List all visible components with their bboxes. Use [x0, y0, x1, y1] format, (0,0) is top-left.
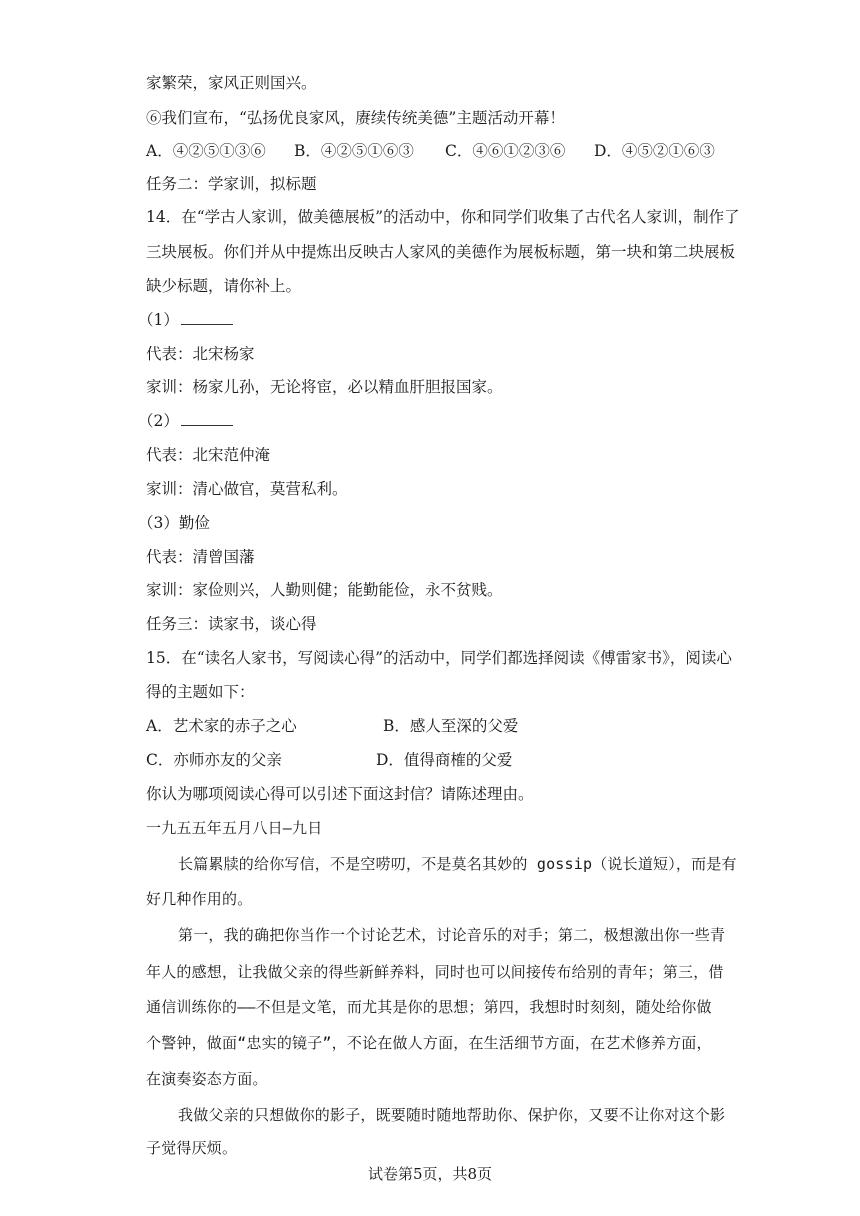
- text-line: 缺少标题，请你补上。: [146, 277, 302, 295]
- text-line: 家繁荣，家风正则国兴。: [146, 74, 317, 92]
- text-line: 代表：清曾国藩: [146, 548, 255, 566]
- letter-line: 好几种作用的。: [146, 890, 253, 908]
- option-b: B．④②⑤①⑥③: [294, 142, 414, 160]
- text-line: ⑥我们宣布，“弘扬优良家风，赓续传统美德”主题活动开幕！: [146, 109, 565, 127]
- letter-line: 在演奏姿态方面。: [146, 1070, 268, 1088]
- page-footer: 试卷第5页，共8页: [367, 1165, 493, 1183]
- answer-blank[interactable]: [181, 310, 233, 325]
- option-c: C．亦师亦友的父亲: [146, 751, 282, 769]
- option-c: C．④⑥①②③⑥: [445, 142, 566, 160]
- answer-blank[interactable]: [181, 411, 233, 426]
- letter-date: 一九五五年五月八日—九日: [146, 819, 323, 837]
- text-line: 代表：北宋范仲淹: [146, 446, 271, 464]
- text-line: 代表：北宋杨家: [146, 345, 255, 363]
- task-heading: 任务三：读家书，谈心得: [146, 615, 317, 633]
- letter-line: 年人的感想，让我做父亲的得些新鲜养料，同时也可以间接传布给别的青年；第三，借: [146, 963, 724, 981]
- letter-line: 子觉得厌烦。: [146, 1139, 238, 1157]
- text-line: 家训：清心做官，莫营私利。: [146, 480, 348, 498]
- option-a: A．艺术家的赤子之心: [146, 717, 297, 735]
- letter-line: 长篇累牍的给你写信，不是空唠叨，不是莫名其妙的 gossip（说长道短），而是有: [178, 855, 737, 873]
- text-line: （3）勤俭: [138, 514, 210, 532]
- letter-line: 第一，我的确把你当作一个讨论艺术，讨论音乐的对手；第二，极想激出你一些青: [178, 926, 726, 944]
- option-d: D．值得商榷的父爱: [376, 751, 513, 769]
- option-d: D．④⑤②①⑥③: [594, 142, 715, 160]
- question-15-text: 15．在“读名人家书，写阅读心得”的活动中，同学们都选择阅读《傅雷家书》，阅读心: [146, 649, 732, 667]
- question-14-text: 14．在“学古人家训，做美德展板”的活动中，你和同学们收集了古代名人家训，制作了: [146, 208, 740, 226]
- letter-line: 通信训练你的——不但是文笔，而尤其是你的思想；第四，我想时时刻刻，随处给你做: [146, 998, 712, 1016]
- blank-2-row: [138, 410, 233, 432]
- option-b: B．感人至深的父爱: [383, 717, 519, 735]
- text-line: 家训：家俭则兴，人勤则健；能勤能俭，永不贫贱。: [146, 581, 503, 599]
- letter-line: 我做父亲的只想做你的影子，既要随时随地帮助你、保护你，又要不让你对这个影: [178, 1106, 726, 1124]
- text-line: 家训：杨家儿孙，无论将宦，必以精血肝胆报国家。: [146, 378, 503, 396]
- text-line: 你认为哪项阅读心得可以引述下面这封信？请陈述理由。: [146, 785, 534, 803]
- option-a: A．④②⑤①③⑥: [146, 142, 266, 160]
- blank-1-row: [138, 309, 233, 331]
- text-line: 得的主题如下：: [146, 683, 255, 701]
- letter-line: 个警钟，做面“忠实的镜子”，不论在做人方面，在生活细节方面，在艺术修养方面，: [146, 1034, 712, 1052]
- task-heading: 任务二：学家训，拟标题: [146, 175, 317, 193]
- item-number: （2）: [138, 412, 179, 430]
- text-line: 三块展板。你们并从中提炼出反映古人家风的美德作为展板标题，第一块和第二块展板: [146, 243, 736, 261]
- item-number: （1）: [138, 311, 179, 329]
